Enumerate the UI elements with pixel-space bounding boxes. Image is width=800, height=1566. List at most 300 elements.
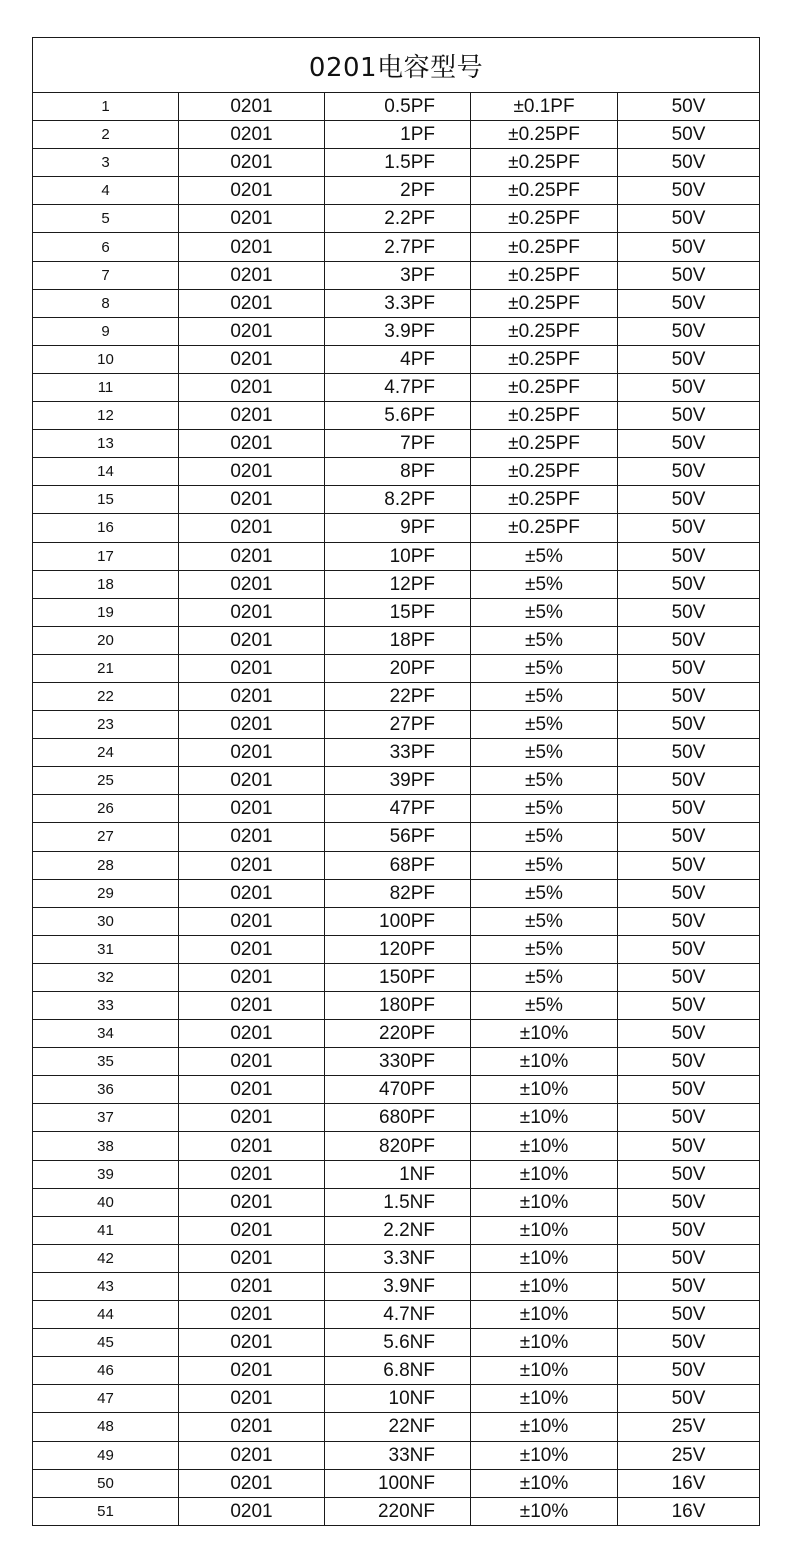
capacitance-cell: 120PF [325,935,471,963]
voltage-cell: 50V [618,1385,760,1413]
capacitance-cell: 220PF [325,1020,471,1048]
table-title-row [33,38,759,93]
capacitance-cell: 8.2PF [325,486,471,514]
tolerance-cell: ±5% [471,682,618,710]
package-cell: 0201 [179,851,325,879]
voltage-cell: 50V [618,739,760,767]
row-number-cell: 20 [33,626,179,654]
row-number-cell: 45 [33,1329,179,1357]
capacitance-cell: 330PF [325,1048,471,1076]
package-cell: 0201 [179,907,325,935]
table-row [33,654,759,682]
voltage-cell: 50V [618,289,760,317]
voltage-cell: 50V [618,1160,760,1188]
package-cell: 0201 [179,598,325,626]
row-number-cell: 18 [33,570,179,598]
package-cell: 0201 [179,514,325,542]
table-row [33,1497,759,1525]
tolerance-cell: ±5% [471,542,618,570]
row-number-cell: 32 [33,963,179,991]
package-cell: 0201 [179,963,325,991]
package-cell: 0201 [179,486,325,514]
voltage-cell: 50V [618,149,760,177]
table-row [33,1469,759,1497]
tolerance-cell: ±10% [471,1104,618,1132]
capacitance-cell: 20PF [325,654,471,682]
capacitance-cell: 82PF [325,879,471,907]
row-number-cell: 29 [33,879,179,907]
table-row [33,1441,759,1469]
row-number-cell: 37 [33,1104,179,1132]
package-cell: 0201 [179,373,325,401]
table-row [33,711,759,739]
tolerance-cell: ±0.25PF [471,121,618,149]
package-cell: 0201 [179,1104,325,1132]
table-title: 0201电容型号 [308,52,484,83]
capacitance-cell: 22PF [325,682,471,710]
capacitance-cell: 10NF [325,1385,471,1413]
package-cell: 0201 [179,233,325,261]
tolerance-cell: ±0.25PF [471,205,618,233]
voltage-cell: 25V [618,1413,760,1441]
package-cell: 0201 [179,121,325,149]
table-row [33,1188,759,1216]
table-row [33,149,759,177]
capacitance-cell: 6.8NF [325,1357,471,1385]
table-row [33,1301,759,1329]
row-number-cell: 40 [33,1188,179,1216]
package-cell: 0201 [179,795,325,823]
package-cell: 0201 [179,402,325,430]
row-number-cell: 17 [33,542,179,570]
voltage-cell: 50V [618,598,760,626]
capacitance-cell: 33PF [325,739,471,767]
capacitance-cell: 7PF [325,430,471,458]
package-cell: 0201 [179,1188,325,1216]
capacitance-cell: 3.3PF [325,289,471,317]
tolerance-cell: ±0.1PF [471,93,618,121]
voltage-cell: 50V [618,486,760,514]
row-number-cell: 25 [33,767,179,795]
tolerance-cell: ±0.25PF [471,458,618,486]
voltage-cell: 50V [618,514,760,542]
package-cell: 0201 [179,1216,325,1244]
row-number-cell: 9 [33,317,179,345]
package-cell: 0201 [179,1357,325,1385]
table-row [33,205,759,233]
package-cell: 0201 [179,1020,325,1048]
table-row [33,542,759,570]
package-cell: 0201 [179,1497,325,1525]
voltage-cell: 50V [618,1020,760,1048]
row-number-cell: 12 [33,402,179,430]
row-number-cell: 28 [33,851,179,879]
table-row [33,992,759,1020]
table-row [33,1020,759,1048]
table-row [33,93,759,121]
row-number-cell: 34 [33,1020,179,1048]
capacitance-cell: 820PF [325,1132,471,1160]
capacitance-cell: 3.9PF [325,317,471,345]
row-number-cell: 47 [33,1385,179,1413]
tolerance-cell: ±10% [471,1020,618,1048]
capacitance-cell: 2PF [325,177,471,205]
capacitance-cell: 470PF [325,1076,471,1104]
voltage-cell: 50V [618,795,760,823]
voltage-cell: 50V [618,626,760,654]
table-row [33,1413,759,1441]
capacitance-cell: 100NF [325,1469,471,1497]
package-cell: 0201 [179,93,325,121]
capacitance-cell: 4.7NF [325,1301,471,1329]
capacitance-cell: 33NF [325,1441,471,1469]
table-row [33,402,759,430]
capacitance-cell: 39PF [325,767,471,795]
tolerance-cell: ±5% [471,879,618,907]
capacitance-cell: 27PF [325,711,471,739]
capacitance-cell: 150PF [325,963,471,991]
voltage-cell: 50V [618,345,760,373]
row-number-cell: 15 [33,486,179,514]
package-cell: 0201 [179,739,325,767]
voltage-cell: 50V [618,121,760,149]
capacitance-cell: 5.6NF [325,1329,471,1357]
table-row [33,879,759,907]
table-row [33,261,759,289]
package-cell: 0201 [179,767,325,795]
voltage-cell: 50V [618,1132,760,1160]
capacitance-cell: 680PF [325,1104,471,1132]
package-cell: 0201 [179,626,325,654]
row-number-cell: 7 [33,261,179,289]
voltage-cell: 50V [618,570,760,598]
package-cell: 0201 [179,1441,325,1469]
package-cell: 0201 [179,1413,325,1441]
row-number-cell: 31 [33,935,179,963]
tolerance-cell: ±5% [471,626,618,654]
table-row [33,458,759,486]
voltage-cell: 50V [618,542,760,570]
table-row [33,851,759,879]
tolerance-cell: ±5% [471,598,618,626]
row-number-cell: 42 [33,1244,179,1272]
voltage-cell: 50V [618,402,760,430]
table-row [33,795,759,823]
tolerance-cell: ±10% [471,1188,618,1216]
row-number-cell: 19 [33,598,179,626]
capacitance-cell: 220NF [325,1497,471,1525]
table-body [33,93,759,1525]
tolerance-cell: ±5% [471,570,618,598]
table-row [33,373,759,401]
tolerance-cell: ±10% [471,1329,618,1357]
package-cell: 0201 [179,1301,325,1329]
row-number-cell: 39 [33,1160,179,1188]
capacitance-cell: 9PF [325,514,471,542]
capacitance-cell: 3.9NF [325,1272,471,1300]
tolerance-cell: ±0.25PF [471,261,618,289]
package-cell: 0201 [179,823,325,851]
tolerance-cell: ±0.25PF [471,317,618,345]
voltage-cell: 50V [618,1216,760,1244]
voltage-cell: 50V [618,93,760,121]
voltage-cell: 50V [618,458,760,486]
table-row [33,430,759,458]
row-number-cell: 35 [33,1048,179,1076]
table-row [33,739,759,767]
tolerance-cell: ±5% [471,767,618,795]
capacitance-cell: 3.3NF [325,1244,471,1272]
capacitance-cell: 1.5NF [325,1188,471,1216]
voltage-cell: 50V [618,1104,760,1132]
row-number-cell: 21 [33,654,179,682]
row-number-cell: 50 [33,1469,179,1497]
table-row [33,514,759,542]
capacitance-cell: 4PF [325,345,471,373]
package-cell: 0201 [179,345,325,373]
tolerance-cell: ±0.25PF [471,514,618,542]
row-number-cell: 1 [33,93,179,121]
row-number-cell: 26 [33,795,179,823]
tolerance-cell: ±10% [471,1497,618,1525]
row-number-cell: 3 [33,149,179,177]
tolerance-cell: ±0.25PF [471,486,618,514]
voltage-cell: 50V [618,1244,760,1272]
voltage-cell: 50V [618,963,760,991]
row-number-cell: 44 [33,1301,179,1329]
table-row [33,1160,759,1188]
row-number-cell: 16 [33,514,179,542]
tolerance-cell: ±5% [471,935,618,963]
voltage-cell: 50V [618,767,760,795]
table-row [33,682,759,710]
package-cell: 0201 [179,1272,325,1300]
tolerance-cell: ±0.25PF [471,430,618,458]
voltage-cell: 50V [618,430,760,458]
row-number-cell: 22 [33,682,179,710]
voltage-cell: 50V [618,1272,760,1300]
voltage-cell: 16V [671,1500,706,1522]
table-row [33,177,759,205]
row-number-cell: 38 [33,1132,179,1160]
table-row [33,1385,759,1413]
voltage-cell: 50V [618,851,760,879]
tolerance-cell: ±0.25PF [471,345,618,373]
capacitance-cell: 10PF [325,542,471,570]
tolerance-cell: ±10% [471,1272,618,1300]
tolerance-cell: ±10% [471,1413,618,1441]
voltage-cell: 50V [618,1076,760,1104]
table-row [33,1104,759,1132]
package-cell: 0201 [179,711,325,739]
capacitance-cell: 2.2PF [325,205,471,233]
package-cell: 0201 [179,879,325,907]
voltage-cell: 50V [618,373,760,401]
row-number-cell: 2 [33,121,179,149]
package-cell: 0201 [179,261,325,289]
capacitance-cell: 2.7PF [325,233,471,261]
voltage-cell: 50V [618,1048,760,1076]
tolerance-cell: ±10% [471,1385,618,1413]
package-cell: 0201 [179,458,325,486]
package-cell: 0201 [179,317,325,345]
tolerance-cell: ±10% [471,1357,618,1385]
table-row [33,486,759,514]
capacitance-cell: 22NF [325,1413,471,1441]
row-number-cell: 36 [33,1076,179,1104]
package-cell: 0201 [179,1469,325,1497]
capacitance-cell: 15PF [325,598,471,626]
voltage-cell: 50V [618,907,760,935]
voltage-cell: 50V [618,261,760,289]
row-number-cell: 24 [33,739,179,767]
voltage-cell: 50V [618,1188,760,1216]
package-cell: 0201 [179,205,325,233]
package-cell: 0201 [179,1385,325,1413]
table-row [33,233,759,261]
row-number-cell: 48 [33,1413,179,1441]
row-number-cell: 30 [33,907,179,935]
tolerance-cell: ±0.25PF [471,373,618,401]
capacitor-spec-sheet [32,37,760,1526]
row-number-cell: 8 [33,289,179,317]
capacitance-cell: 1.5PF [325,149,471,177]
table-row [33,1076,759,1104]
voltage-cell: 50V [618,992,760,1020]
row-number-cell: 23 [33,711,179,739]
capacitor-table [33,93,759,1525]
voltage-cell: 50V [618,879,760,907]
voltage-cell: 50V [618,1357,760,1385]
tolerance-cell: ±0.25PF [471,289,618,317]
table-row [33,1048,759,1076]
tolerance-cell: ±5% [471,992,618,1020]
voltage-cell: 50V [618,1301,760,1329]
table-row [33,598,759,626]
table-row [33,767,759,795]
package-cell: 0201 [179,1244,325,1272]
tolerance-cell: ±10% [471,1244,618,1272]
row-number-cell: 4 [33,177,179,205]
table-row [33,907,759,935]
table-row [33,1132,759,1160]
tolerance-cell: ±5% [471,711,618,739]
capacitance-cell: 2.2NF [325,1216,471,1244]
package-cell: 0201 [179,1048,325,1076]
package-cell: 0201 [179,1160,325,1188]
capacitance-cell: 56PF [325,823,471,851]
voltage-cell: 50V [618,1329,760,1357]
tolerance-cell: ±0.25PF [471,177,618,205]
tolerance-cell: ±5% [471,739,618,767]
capacitance-cell: 3PF [325,261,471,289]
row-number-cell: 6 [33,233,179,261]
package-cell: 0201 [179,992,325,1020]
voltage-cell: 50V [618,317,760,345]
package-cell: 0201 [179,1329,325,1357]
capacitance-cell: 12PF [325,570,471,598]
capacitance-cell: 100PF [325,907,471,935]
table-row [33,289,759,317]
row-number-cell: 11 [33,373,179,401]
package-cell: 0201 [179,177,325,205]
tolerance-cell: ±10% [471,1048,618,1076]
row-number-cell: 49 [33,1441,179,1469]
voltage-cell: 50V [618,654,760,682]
tolerance-cell: ±5% [471,907,618,935]
tolerance-cell: ±10% [471,1216,618,1244]
table-row [33,963,759,991]
tolerance-cell: ±0.25PF [471,149,618,177]
voltage-cell: 25V [618,1441,760,1469]
tolerance-cell: ±10% [471,1301,618,1329]
table-row [33,1272,759,1300]
package-cell: 0201 [179,570,325,598]
row-number-cell: 27 [33,823,179,851]
row-number-cell: 10 [33,345,179,373]
tolerance-cell: ±10% [471,1076,618,1104]
table-row [33,823,759,851]
table-row [33,935,759,963]
voltage-cell: 16V [618,1469,760,1497]
voltage-cell: 50V [618,682,760,710]
capacitance-cell: 0.5PF [325,93,471,121]
package-cell: 0201 [179,682,325,710]
capacitance-cell: 5.6PF [325,402,471,430]
capacitance-cell: 180PF [325,992,471,1020]
table-row [33,570,759,598]
voltage-cell: 50V [618,205,760,233]
table-row [33,121,759,149]
row-number-cell: 5 [33,205,179,233]
tolerance-cell: ±5% [471,823,618,851]
package-cell: 0201 [179,1076,325,1104]
row-number-cell: 51 [33,1497,179,1525]
tolerance-cell: ±10% [471,1160,618,1188]
table-row [33,1244,759,1272]
tolerance-cell: ±10% [471,1469,618,1497]
capacitance-cell: 1PF [325,121,471,149]
table-row [33,1216,759,1244]
package-cell: 0201 [179,542,325,570]
voltage-cell: 50V [618,177,760,205]
tolerance-cell: ±0.25PF [471,402,618,430]
tolerance-cell: ±5% [471,963,618,991]
table-row [33,345,759,373]
row-number-cell: 14 [33,458,179,486]
row-number-cell: 33 [33,992,179,1020]
table-row [33,317,759,345]
package-cell: 0201 [179,430,325,458]
row-number-cell: 41 [33,1216,179,1244]
capacitance-cell: 18PF [325,626,471,654]
tolerance-cell: ±5% [471,654,618,682]
package-cell: 0201 [179,1132,325,1160]
voltage-cell: 50V [618,935,760,963]
row-number-cell: 46 [33,1357,179,1385]
table-row [33,1357,759,1385]
row-number-cell: 13 [33,430,179,458]
tolerance-cell: ±10% [471,1441,618,1469]
row-number-cell: 43 [33,1272,179,1300]
voltage-cell: 50V [618,233,760,261]
voltage-cell: 50V [618,711,760,739]
package-cell: 0201 [179,935,325,963]
tolerance-cell: ±10% [471,1132,618,1160]
package-cell: 0201 [179,149,325,177]
tolerance-cell: ±0.25PF [471,233,618,261]
tolerance-cell: ±5% [471,851,618,879]
